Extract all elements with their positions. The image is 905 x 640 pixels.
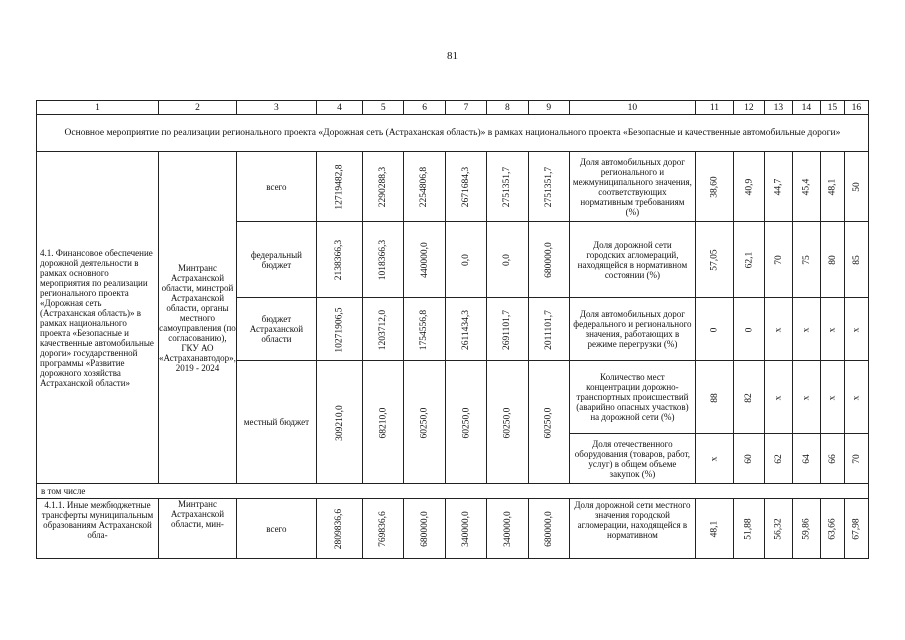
col-header: 4 — [316, 101, 362, 115]
section-title: Основное мероприятие по реализации регионального проекта «Дорожная сеть (Астраханская область)» в рамках национального проекта «Безопасные и качественные автомобильные дороги» — [37, 115, 869, 152]
funding-source: местный бюджет — [236, 361, 316, 484]
indicator-value: 51,88 — [743, 518, 754, 540]
amount: 2751351,7 — [543, 166, 554, 208]
indicator-value: x — [773, 395, 784, 400]
event-name: 4.1. Финансовое обеспечение дорожной деятельности в рамках основного мероприятия по реализации регионального проекта «Дорожная сеть (Астраханская область)» в рамках национального проекта «Безопасные и качественные автомобильные дороги» государственной программы «Развитие дорожного хозяйства Астраханской области» — [37, 152, 159, 484]
col-header: 7 — [445, 101, 486, 115]
col-header: 16 — [844, 101, 868, 115]
amount: 309210,0 — [334, 404, 345, 441]
indicator-value: 44,7 — [773, 178, 784, 196]
amount: 2254806,8 — [419, 166, 430, 208]
indicator-value: 40,9 — [743, 178, 754, 196]
amount: 68210,0 — [378, 407, 389, 438]
col-header: 2 — [159, 101, 237, 115]
indicator-value: 70 — [773, 255, 784, 265]
indicator-value: 62,1 — [743, 251, 754, 269]
indicator-value: 75 — [801, 255, 812, 265]
amount: 680000,0 — [543, 511, 554, 547]
indicator-value: 57,05 — [709, 249, 720, 271]
indicator-value: 0 — [743, 327, 754, 332]
col-header: 13 — [764, 101, 792, 115]
executor: Минтранс Астраханской области, мин- — [159, 499, 237, 559]
indicator-value: 50 — [851, 182, 862, 192]
col-header: 10 — [569, 101, 695, 115]
indicator-value: 66 — [827, 454, 838, 464]
indicator-name: Доля автомобильных дорог регионального и межмуниципального значения, соответствующих нормативным требованиям (%) — [569, 152, 695, 222]
col-header: 12 — [733, 101, 764, 115]
column-number-row — [37, 101, 869, 115]
amount: 1203712,0 — [378, 309, 389, 350]
indicator-value: 88 — [709, 392, 720, 403]
indicator-value: x — [827, 395, 838, 400]
indicator-name: Доля дорожной сети городских агломераций, находящейся в нормативном состоянии (%) — [569, 222, 695, 298]
col-header: 14 — [792, 101, 820, 115]
amount: 1754556,8 — [419, 309, 430, 350]
indicator-value: 0 — [709, 327, 720, 332]
amount: 12719482,8 — [334, 164, 345, 210]
amount: 2809836,6 — [334, 508, 345, 550]
col-header: 9 — [528, 101, 569, 115]
amount: 2290288,3 — [378, 166, 389, 208]
amount: 440000,0 — [419, 242, 430, 278]
amount: 2751351,7 — [502, 166, 513, 208]
amount: 60250,0 — [460, 407, 471, 438]
col-header: 11 — [695, 101, 733, 115]
indicator-value: x — [773, 327, 784, 332]
indicator-value: 64 — [801, 454, 812, 464]
amount: 769836,6 — [378, 511, 389, 547]
funding-source: бюджет Астраханской области — [236, 298, 316, 361]
indicator-value: x — [851, 395, 862, 400]
indicator-value: 48,1 — [827, 178, 838, 196]
amount: 2671684,3 — [460, 166, 471, 208]
indicator-value: 70 — [851, 454, 862, 464]
amount: 60250,0 — [543, 407, 554, 438]
indicator-value: x — [851, 327, 862, 332]
indicator-value: 63,66 — [827, 518, 838, 540]
amount: 0,0 — [460, 254, 471, 266]
indicator-value: x — [827, 327, 838, 332]
program-table — [36, 100, 869, 559]
indicator-value: 85 — [851, 255, 862, 265]
indicator-value: 45,4 — [801, 178, 812, 196]
amount: 2611434,3 — [460, 309, 471, 350]
indicator-name: Доля отечественного оборудования (товаров, работ, услуг) в общем объеме закупок (%) — [569, 434, 695, 484]
amount: 680000,0 — [543, 242, 554, 278]
amount: 60250,0 — [502, 407, 513, 438]
col-header: 5 — [363, 101, 404, 115]
amount: 1018366,3 — [378, 239, 389, 281]
col-header: 8 — [487, 101, 528, 115]
indicator-value: 59,86 — [801, 518, 812, 540]
indicator-name: Доля автомобильных дорог федерального и регионального значения, работающих в режиме перегрузки (%) — [569, 298, 695, 361]
funding-source: всего — [236, 499, 316, 559]
indicator-value: x — [801, 327, 812, 332]
page-number: 81 — [447, 50, 458, 62]
event-name: 4.1.1. Иные межбюджетные трансферты муниципальным образованиям Астраханской обла- — [37, 499, 159, 559]
indicator-value: 67,98 — [851, 518, 862, 540]
indicator-value: 38,60 — [709, 176, 720, 198]
amount: 2138366,3 — [334, 239, 345, 281]
col-header: 3 — [236, 101, 316, 115]
indicator-value: 56,32 — [773, 518, 784, 540]
funding-source: федеральный бюджет — [236, 222, 316, 298]
indicator-name: Доля дорожной сети местного значения городской агломерации, находящейся в нормативном — [569, 499, 695, 559]
amount: 680000,0 — [419, 511, 430, 547]
indicator-value: x — [709, 456, 720, 462]
col-header: 1 — [37, 101, 159, 115]
executor: Минтранс Астраханской области, минстрой Астраханской области, органы местного самоуправления (по согласованию), ГКУ АО «Астраханавтодор», 2019 - 2024 — [159, 152, 237, 484]
indicator-name: Количество мест концентрации дорожно-транспортных происшествий (аварийно опасных участков) на дорожной сети (%) — [569, 361, 695, 434]
indicator-value: 60 — [743, 454, 754, 464]
col-header: 15 — [820, 101, 844, 115]
amount: 0,0 — [502, 254, 513, 266]
amount: 2691101,7 — [502, 309, 513, 350]
amount: 60250,0 — [419, 407, 430, 438]
col-header: 6 — [404, 101, 445, 115]
indicator-value: 62 — [773, 454, 784, 464]
including-label: в том числе — [37, 484, 869, 499]
amount: 2011101,7 — [543, 309, 554, 350]
indicator-value: x — [801, 395, 812, 400]
amount: 340000,0 — [502, 511, 513, 547]
indicator-value: 48,1 — [709, 520, 720, 538]
amount: 340000,0 — [460, 511, 471, 547]
indicator-value: 82 — [743, 392, 754, 403]
funding-source: всего — [236, 152, 316, 222]
indicator-value: 80 — [827, 255, 838, 265]
amount: 10271906,5 — [334, 306, 345, 353]
